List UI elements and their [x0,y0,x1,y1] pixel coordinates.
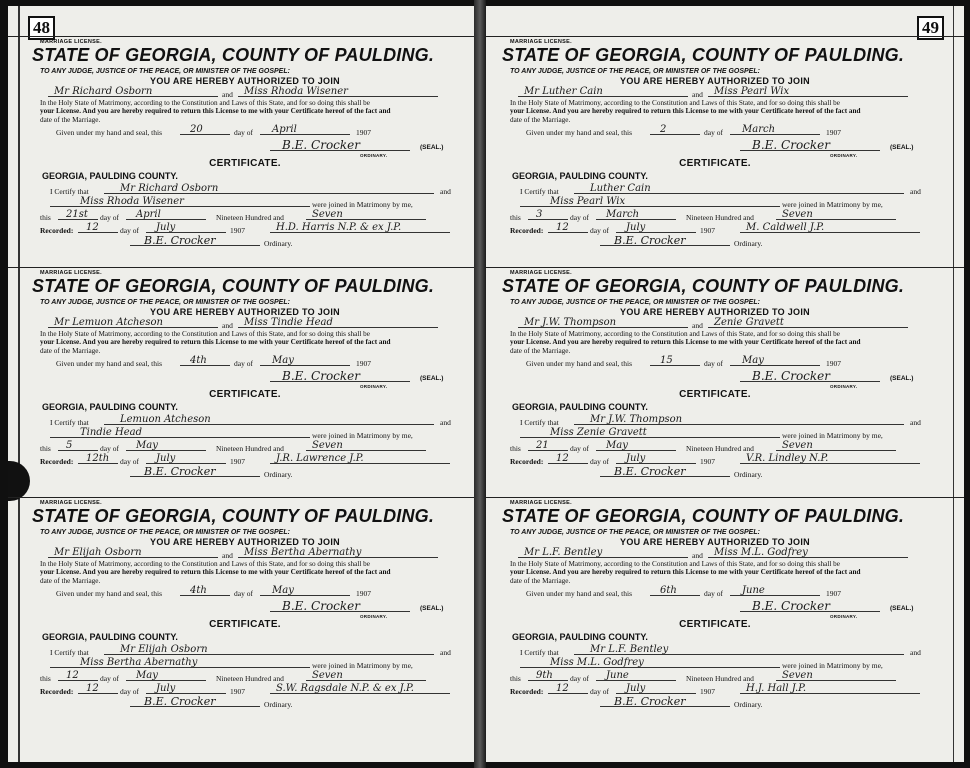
given-year: 1907 [356,359,371,369]
recorder-signature: B.E. Crocker [614,695,686,709]
cert-groom: Mr Richard Osborn [120,183,219,195]
recorder-signature: B.E. Crocker [144,234,216,248]
recorder-signature: B.E. Crocker [614,465,686,479]
county-line: GEORGIA, PAULDING COUNTY. [42,171,178,182]
recorded-day: 12th [86,453,110,465]
given-day: 4th [190,355,207,367]
authorized-line: YOU ARE HEREBY AUTHORIZED TO JOIN [620,537,810,547]
license-tag: MARRIAGE LICENSE. [510,500,572,506]
officiant-signature: V.R. Lindley N.P. [746,453,829,465]
cert-bride: Miss Zenie Gravett [550,427,647,439]
marriage-license [8,36,474,267]
and-label: and [222,90,233,99]
recorder-signature: B.E. Crocker [144,695,216,709]
recorder-row: B.E. Crocker Ordinary. [20,696,470,709]
license-tag: MARRIAGE LICENSE. [40,39,102,45]
date-row: this 3 day of March Nineteen Hundred and Seven [490,209,940,222]
given-month: May [272,355,294,367]
recorded-day: 12 [556,222,569,234]
cert-bride: Miss M.L. Godfrey [550,657,644,669]
groom-name: Mr Elijah Osborn [54,547,142,558]
given-day: 15 [660,355,673,367]
recorded-day: 12 [86,683,99,695]
marriage-license [486,267,964,497]
recorded-day: 12 [556,453,569,465]
marriage-license [8,267,474,497]
marriage-license [486,497,964,762]
given-month: March [742,124,776,136]
cert-year: Seven [782,209,813,221]
officiant-signature: M. Caldwell J.P. [746,222,825,234]
recorder-row: B.E. Crocker Ordinary. [20,235,470,248]
cert-year: Seven [782,440,813,452]
recorded-year: 1907 [700,226,715,236]
to-line: TO ANY JUDGE, JUSTICE OF THE PEACE, OR MINISTER OF THE GOSPEL: [510,299,760,306]
to-line: TO ANY JUDGE, JUSTICE OF THE PEACE, OR MINISTER OF THE GOSPEL: [40,68,290,75]
county-line: GEORGIA, PAULDING COUNTY. [42,632,178,643]
to-line: TO ANY JUDGE, JUSTICE OF THE PEACE, OR MINISTER OF THE GOSPEL: [510,68,760,75]
recorded-day: 12 [556,683,569,695]
officiant-signature: S.W. Ragsdale N.P. & ex J.P. [276,683,414,695]
cert-year: Seven [312,670,343,682]
page-number: 48 [28,16,55,40]
certify-row: I Certify that Luther Cain and [520,183,921,197]
cert-bride: Miss Pearl Wix [550,196,626,208]
page-number: 49 [917,16,944,40]
recorded-row: Recorded: 12th day of July 1907 J.R. Lawrence J.P. [20,453,470,466]
cert-day: 5 [66,440,73,452]
given-day: 20 [190,124,203,136]
page-left [8,6,474,762]
license-heading: STATE OF GEORGIA, COUNTY OF PAULDING. [502,276,905,296]
recorded-row: Recorded: 12 day of July 1907 H.D. Harris N.P. & ex J.P. [20,222,470,235]
license-heading: STATE OF GEORGIA, COUNTY OF PAULDING. [502,45,905,65]
officiant-signature: J.R. Lawrence J.P. [276,453,364,465]
clerk-signature: B.E. Crocker [282,138,360,153]
recorded-year: 1907 [230,226,245,236]
groom-name: Mr L.F. Bentley [524,547,603,558]
clerk-row: B.E. Crocker (SEAL.) ORDINARY. [490,368,940,384]
and-label: and [222,551,233,560]
given-year: 1907 [356,128,371,138]
recorded-month: July [626,453,646,465]
joined-row: Miss Rhoda Wisener were joined in Matrimony by me, [20,196,470,209]
date-row: this 9th day of June Nineteen Hundred and Seven [490,670,940,683]
date-row: this 21st day of April Nineteen Hundred and Seven [20,209,470,222]
recorded-year: 1907 [700,457,715,467]
marriage-license [8,497,474,762]
cert-bride: Miss Bertha Abernathy [80,657,198,669]
certificate-heading: CERTIFICATE. [209,158,281,170]
certificate-heading: CERTIFICATE. [209,619,281,631]
license-heading: STATE OF GEORGIA, COUNTY OF PAULDING. [502,506,905,526]
recorded-row: Recorded: 12 day of July 1907 S.W. Ragsdale N.P. & ex J.P. [20,683,470,696]
given-year: 1907 [356,589,371,599]
recorder-row: B.E. Crocker Ordinary. [20,466,470,479]
bride-name: Miss Tindie Head [244,317,333,328]
certificate-heading: CERTIFICATE. [679,619,751,631]
given-day: 4th [190,585,207,597]
license-tag: MARRIAGE LICENSE. [40,500,102,506]
license-body: In the Holy State of Matrimony, according to the Constitution and Laws of this State, and for so doing this shall be your License. And you are hereby required to return this License to me with your Certificate hereof of the fact and date of the Marriage. [510,560,861,585]
authorized-line: YOU ARE HEREBY AUTHORIZED TO JOIN [620,76,810,86]
to-line: TO ANY JUDGE, JUSTICE OF THE PEACE, OR MINISTER OF THE GOSPEL: [40,529,290,536]
authorized-line: YOU ARE HEREBY AUTHORIZED TO JOIN [620,307,810,317]
cert-groom: Mr L.F. Bentley [590,644,669,656]
county-line: GEORGIA, PAULDING COUNTY. [42,402,178,413]
recorded-row: Recorded: 12 day of July 1907 M. Caldwell J.P. [490,222,940,235]
clerk-signature: B.E. Crocker [282,599,360,614]
clerk-row: B.E. Crocker (SEAL.) ORDINARY. [490,598,940,614]
recorded-month: July [626,222,646,234]
license-body: In the Holy State of Matrimony, according to the Constitution and Laws of this State, and for so doing this shall be your License. And you are hereby required to return this License to me with your Certificate hereof of the fact and date of the Marriage. [40,99,391,124]
cert-month: May [136,440,158,452]
clerk-signature: B.E. Crocker [752,369,830,384]
bride-name: Miss Bertha Abernathy [244,547,362,558]
cert-groom: Mr J.W. Thompson [590,414,683,426]
recorded-year: 1907 [700,687,715,697]
cert-year: Seven [312,440,343,452]
marriage-license [486,36,964,267]
cert-day: 9th [536,670,553,682]
given-month: June [742,585,765,597]
clerk-row: B.E. Crocker (SEAL.) ORDINARY. [20,368,470,384]
given-month: May [742,355,764,367]
recorder-row: B.E. Crocker Ordinary. [490,235,940,248]
given-row: Given under my hand and seal, this 4th day of May 1907 [56,585,371,599]
and-label: and [692,551,703,560]
certify-row: I Certify that Mr J.W. Thompson and [520,414,921,428]
names-row [20,547,470,560]
book-gutter [474,0,486,768]
recorded-month: July [156,453,176,465]
and-label: and [692,321,703,330]
groom-name: Mr J.W. Thompson [524,317,617,328]
license-heading: STATE OF GEORGIA, COUNTY OF PAULDING. [32,276,435,296]
to-line: TO ANY JUDGE, JUSTICE OF THE PEACE, OR MINISTER OF THE GOSPEL: [40,299,290,306]
cert-groom: Luther Cain [590,183,651,195]
clerk-row: B.E. Crocker (SEAL.) ORDINARY. [20,598,470,614]
names-row [490,86,940,99]
bride-name: Miss Rhoda Wisener [244,86,348,97]
cert-day: 21st [66,209,88,221]
bride-name: Miss M.L. Godfrey [714,547,808,558]
cert-year: Seven [782,670,813,682]
clerk-signature: B.E. Crocker [752,138,830,153]
certificate-heading: CERTIFICATE. [209,389,281,401]
license-heading: STATE OF GEORGIA, COUNTY OF PAULDING. [32,506,435,526]
recorder-signature: B.E. Crocker [614,234,686,248]
recorded-month: July [156,222,176,234]
given-month: May [272,585,294,597]
cert-month: June [606,670,629,682]
license-tag: MARRIAGE LICENSE. [510,270,572,276]
joined-row: Miss M.L. Godfrey were joined in Matrimony by me, [490,657,940,670]
certify-row: I Certify that Mr Elijah Osborn and [50,644,451,658]
groom-name: Mr Luther Cain [524,86,603,97]
names-row [490,317,940,330]
cert-bride: Tindie Head [80,427,143,439]
recorder-row: B.E. Crocker Ordinary. [490,696,940,709]
given-year: 1907 [826,359,841,369]
joined-row: Miss Bertha Abernathy were joined in Matrimony by me, [20,657,470,670]
page-right [486,6,964,762]
certify-row: I Certify that Mr L.F. Bentley and [520,644,921,658]
given-row: Given under my hand and seal, this 2 day of March 1907 [526,124,841,138]
certify-row: I Certify that Mr Richard Osborn and [50,183,451,197]
given-year: 1907 [826,589,841,599]
certificate-heading: CERTIFICATE. [679,389,751,401]
license-body: In the Holy State of Matrimony, according to the Constitution and Laws of this State, and for so doing this shall be your License. And you are hereby required to return this License to me with your Certificate hereof of the fact and date of the Marriage. [40,330,391,355]
given-month: April [272,124,297,136]
cert-day: 12 [66,670,79,682]
county-line: GEORGIA, PAULDING COUNTY. [512,171,648,182]
given-row: Given under my hand and seal, this 4th day of May 1907 [56,355,371,369]
certificate-heading: CERTIFICATE. [679,158,751,170]
recorded-month: July [626,683,646,695]
names-row [20,317,470,330]
officiant-signature: H.D. Harris N.P. & ex J.P. [276,222,402,234]
cert-month: May [136,670,158,682]
given-day: 2 [660,124,667,136]
cert-day: 3 [536,209,543,221]
recorder-row: B.E. Crocker Ordinary. [490,466,940,479]
names-row [20,86,470,99]
cert-bride: Miss Rhoda Wisener [80,196,184,208]
joined-row: Miss Zenie Gravett were joined in Matrimony by me, [490,427,940,440]
county-line: GEORGIA, PAULDING COUNTY. [512,632,648,643]
date-row: this 5 day of May Nineteen Hundred and Seven [20,440,470,453]
cert-year: Seven [312,209,343,221]
to-line: TO ANY JUDGE, JUSTICE OF THE PEACE, OR MINISTER OF THE GOSPEL: [510,529,760,536]
and-label: and [692,90,703,99]
license-body: In the Holy State of Matrimony, according to the Constitution and Laws of this State, and for so doing this shall be your License. And you are hereby required to return this License to me with your Certificate hereof of the fact and date of the Marriage. [40,560,391,585]
recorded-row: Recorded: 12 day of July 1907 H.J. Hall J.P. [490,683,940,696]
license-body: In the Holy State of Matrimony, according to the Constitution and Laws of this State, and for so doing this shall be your License. And you are hereby required to return this License to me with your Certificate hereof of the fact and date of the Marriage. [510,99,861,124]
authorized-line: YOU ARE HEREBY AUTHORIZED TO JOIN [150,76,340,86]
names-row [490,547,940,560]
authorized-line: YOU ARE HEREBY AUTHORIZED TO JOIN [150,537,340,547]
recorded-year: 1907 [230,457,245,467]
cert-month: May [606,440,628,452]
groom-name: Mr Lemuon Atcheson [54,317,163,328]
certify-row: I Certify that Lemuon Atcheson and [50,414,451,428]
given-day: 6th [660,585,677,597]
bride-name: Zenie Gravett [714,317,784,328]
recorded-month: July [156,683,176,695]
joined-row: Tindie Head were joined in Matrimony by me, [20,427,470,440]
county-line: GEORGIA, PAULDING COUNTY. [512,402,648,413]
cert-groom: Lemuon Atcheson [120,414,211,426]
given-row: Given under my hand and seal, this 20 day of April 1907 [56,124,371,138]
bride-name: Miss Pearl Wix [714,86,790,97]
recorded-row: Recorded: 12 day of July 1907 V.R. Lindley N.P. [490,453,940,466]
given-year: 1907 [826,128,841,138]
given-row: Given under my hand and seal, this 15 day of May 1907 [526,355,841,369]
cert-month: April [136,209,161,221]
recorder-signature: B.E. Crocker [144,465,216,479]
clerk-signature: B.E. Crocker [752,599,830,614]
cert-groom: Mr Elijah Osborn [120,644,208,656]
date-row: this 21 day of May Nineteen Hundred and Seven [490,440,940,453]
joined-row: Miss Pearl Wix were joined in Matrimony by me, [490,196,940,209]
clerk-row: B.E. Crocker (SEAL.) ORDINARY. [20,137,470,153]
recorded-year: 1907 [230,687,245,697]
license-heading: STATE OF GEORGIA, COUNTY OF PAULDING. [32,45,435,65]
and-label: and [222,321,233,330]
clerk-signature: B.E. Crocker [282,369,360,384]
cert-day: 21 [536,440,549,452]
recorded-day: 12 [86,222,99,234]
license-tag: MARRIAGE LICENSE. [40,270,102,276]
license-tag: MARRIAGE LICENSE. [510,39,572,45]
authorized-line: YOU ARE HEREBY AUTHORIZED TO JOIN [150,307,340,317]
license-body: In the Holy State of Matrimony, according to the Constitution and Laws of this State, and for so doing this shall be your License. And you are hereby required to return this License to me with your Certificate hereof of the fact and date of the Marriage. [510,330,861,355]
clerk-row: B.E. Crocker (SEAL.) ORDINARY. [490,137,940,153]
officiant-signature: H.J. Hall J.P. [746,683,807,695]
cert-month: March [606,209,640,221]
given-row: Given under my hand and seal, this 6th day of June 1907 [526,585,841,599]
date-row: this 12 day of May Nineteen Hundred and Seven [20,670,470,683]
groom-name: Mr Richard Osborn [54,86,153,97]
